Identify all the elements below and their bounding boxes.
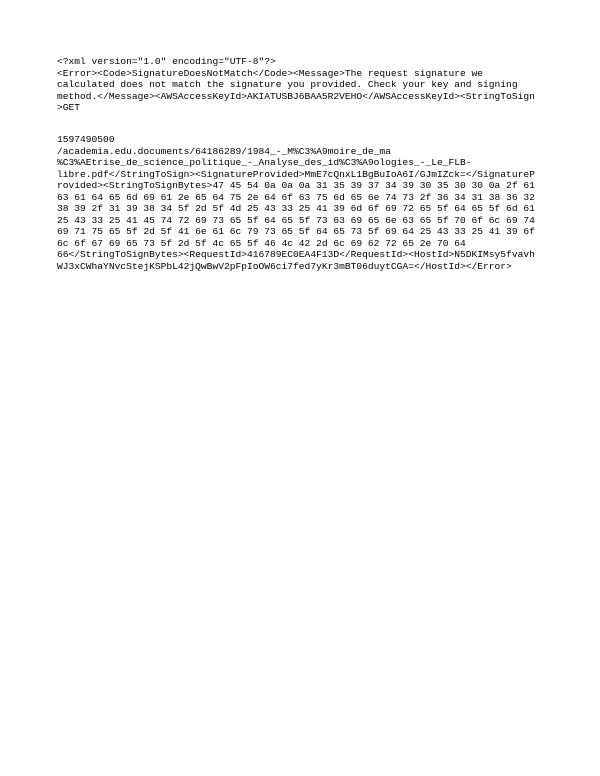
xml-error-details: 1597490500 /academia.edu.documents/64186289/1984_-_M%C3%A9moire_de_ma %C3%AEtrise_de_science_politique_-_Analyse_des_id%C3%A9ologies_-_Le_FLB- libre.pdf</StringToSign><SignatureProvided>MmE7cQnxL1BgBuIoA6I/GJmIZck=</SignatureP rovided><StringToSignBytes>47 45 54 0a 0a 0a 31 35 39 37 34 39 30 35 30 30 0a 2f 61 63 61 64 65 6d 69 61 2e 65 64 75 2e 64 6f 63 75 6d 65 6e 74 73 2f 36 34 31 38 36 32 38 39 2f 31 39 38 34 5f 2d 5f 4d 25 43 33 25 41 39 6d 6f 69 72 65 5f 64 65 5f 6d 61 25 43 33 25 41 45 74 72 69 73 65 5f 64 65 5f 73 63 69 65 6e 63 65 5f 70 6f 6c 69 74 69 71 75 65 5f 2d 5f 41 6e 61 6c 79 73 65 5f 64 65 73 5f 69 64 25 43 33 25 41 39 6f 6c 6f 67 69 65 73 5f 2d 5f 4c 65 5f 46 4c 42 2d 6c 69 62 72 65 2e 70 64 66</StringToSignBytes><RequestId>416789EC0EA4F13D</RequestId><HostId>N5DKIMsy5fvavh WJ3xCWhaYNvcStejKSPbL42jQwBwV2pFpIoOW6ci7fed7yKr3mBT06duytCGA=</HostId></Error> xyxy=(57,134,535,272)
xml-error-header: <?xml version="1.0" encoding="UTF-8"?> <Error><Code>SignatureDoesNotMatch</Code><Message>The request signature we calculated does not match the signature you provided. Check your key and signing method.</Message><AWSAccessKeyId>AKIATUSBJ6BAA5R2VEHO</AWSAccessKeyId><StringToSign >GET xyxy=(57,56,535,113)
